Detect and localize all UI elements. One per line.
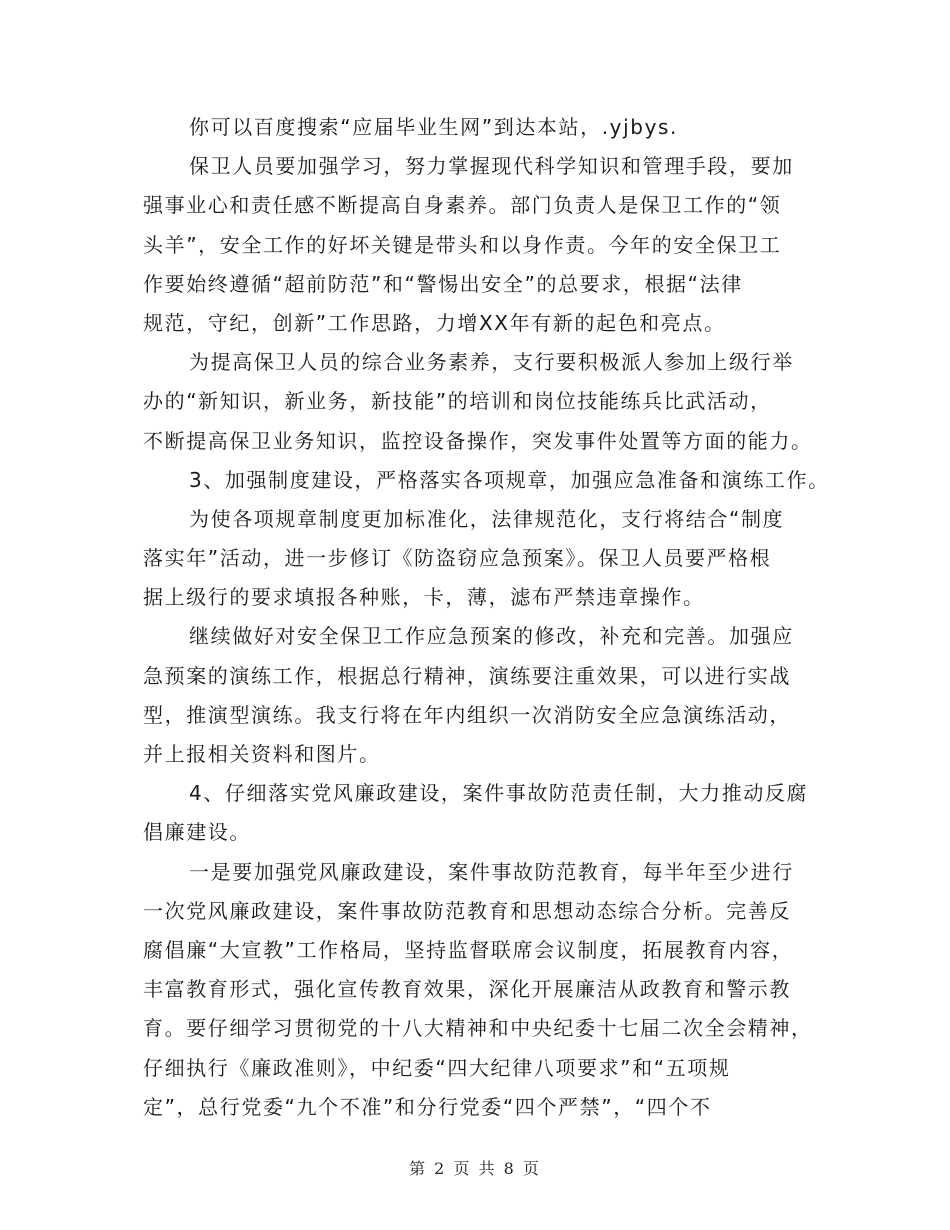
text-line: 急预案的演练工作，根据总行精神，演练要注重效果，可以进行实战 bbox=[143, 663, 791, 688]
text-line: 倡廉建设。 bbox=[143, 820, 251, 845]
page-number-footer: 第 2 页 共 8 页 bbox=[409, 1159, 541, 1178]
text-line: 强事业心和责任感不断提高自身素养。部门负责人是保卫工作的“领 bbox=[143, 193, 782, 218]
text-line: 为提高保卫人员的综合业务素养，支行要积极派人参加上级行举 bbox=[189, 350, 794, 375]
text-line: 保卫人员要加强学习，努力掌握现代科学知识和管理手段，要加 bbox=[189, 154, 794, 179]
text-line: 育。要仔细学习贯彻党的十八大精神和中央纪委十七届二次全会精神， bbox=[143, 1016, 813, 1041]
text-line: 办的“新知识，新业务，新技能”的培训和岗位技能练兵比武活动， bbox=[143, 389, 772, 414]
text-line: 不断提高保卫业务知识，监控设备操作，突发事件处置等方面的能力。 bbox=[143, 428, 813, 453]
text-line: 仔细执行《廉政准则》，中纪委“四大纪律八项要求”和“五项规 bbox=[143, 1055, 731, 1080]
text-line: 规范，守纪，创新”工作思路，力增XX年有新的起色和亮点。 bbox=[143, 310, 726, 335]
document-body bbox=[143, 108, 830, 1127]
text-line: 丰富教育形式，强化宣传教育效果，深化开展廉洁从政教育和警示教 bbox=[143, 977, 791, 1002]
text-line: 并上报相关资料和图片。 bbox=[143, 742, 381, 766]
text-line: 腐倡廉“大宣教”工作格局，坚持监督联席会议制度，拓展教育内容， bbox=[143, 937, 794, 962]
text-line: 落实年”活动，进一步修订《防盗窃应急预案》。保卫人员要严格根 bbox=[143, 546, 772, 571]
text-line: 一是要加强党风廉政建设，案件事故防范教育，每半年至少进行 bbox=[189, 859, 794, 884]
text-line: 你可以百度搜索“应届毕业生网”到达本站，.yjbys. bbox=[189, 115, 678, 139]
text-line: 定”，总行党委“九个不准”和分行党委“四个严禁”，“四个不 bbox=[143, 1094, 712, 1119]
text-line: 继续做好对安全保卫工作应急预案的修改，补充和完善。加强应 bbox=[189, 624, 794, 649]
text-line: 4、仔细落实党风廉政建设，案件事故防范责任制，大力推动反腐 bbox=[189, 781, 809, 806]
text-line: 头羊”，安全工作的好坏关键是带头和以身作责。今年的安全保卫工 bbox=[143, 232, 782, 257]
text-line: 作要始终遵循“超前防范”和“警惕出安全”的总要求，根据“法律 bbox=[143, 271, 743, 296]
text-line: 为使各项规章制度更加标准化，法律规范化，支行将结合“制度 bbox=[189, 506, 785, 531]
text-line: 据上级行的要求填报各种账，卡，薄，滤布严禁违章操作。 bbox=[143, 585, 705, 610]
text-line: 一次党风廉政建设，案件事故防范教育和思想动态综合分析。完善反 bbox=[143, 898, 791, 923]
text-line: 型，推演型演练。我支行将在年内组织一次消防安全应急演练活动， bbox=[143, 702, 791, 727]
text-line: 3、加强制度建设，严格落实各项规章，加强应急准备和演练工作。 bbox=[189, 467, 830, 492]
